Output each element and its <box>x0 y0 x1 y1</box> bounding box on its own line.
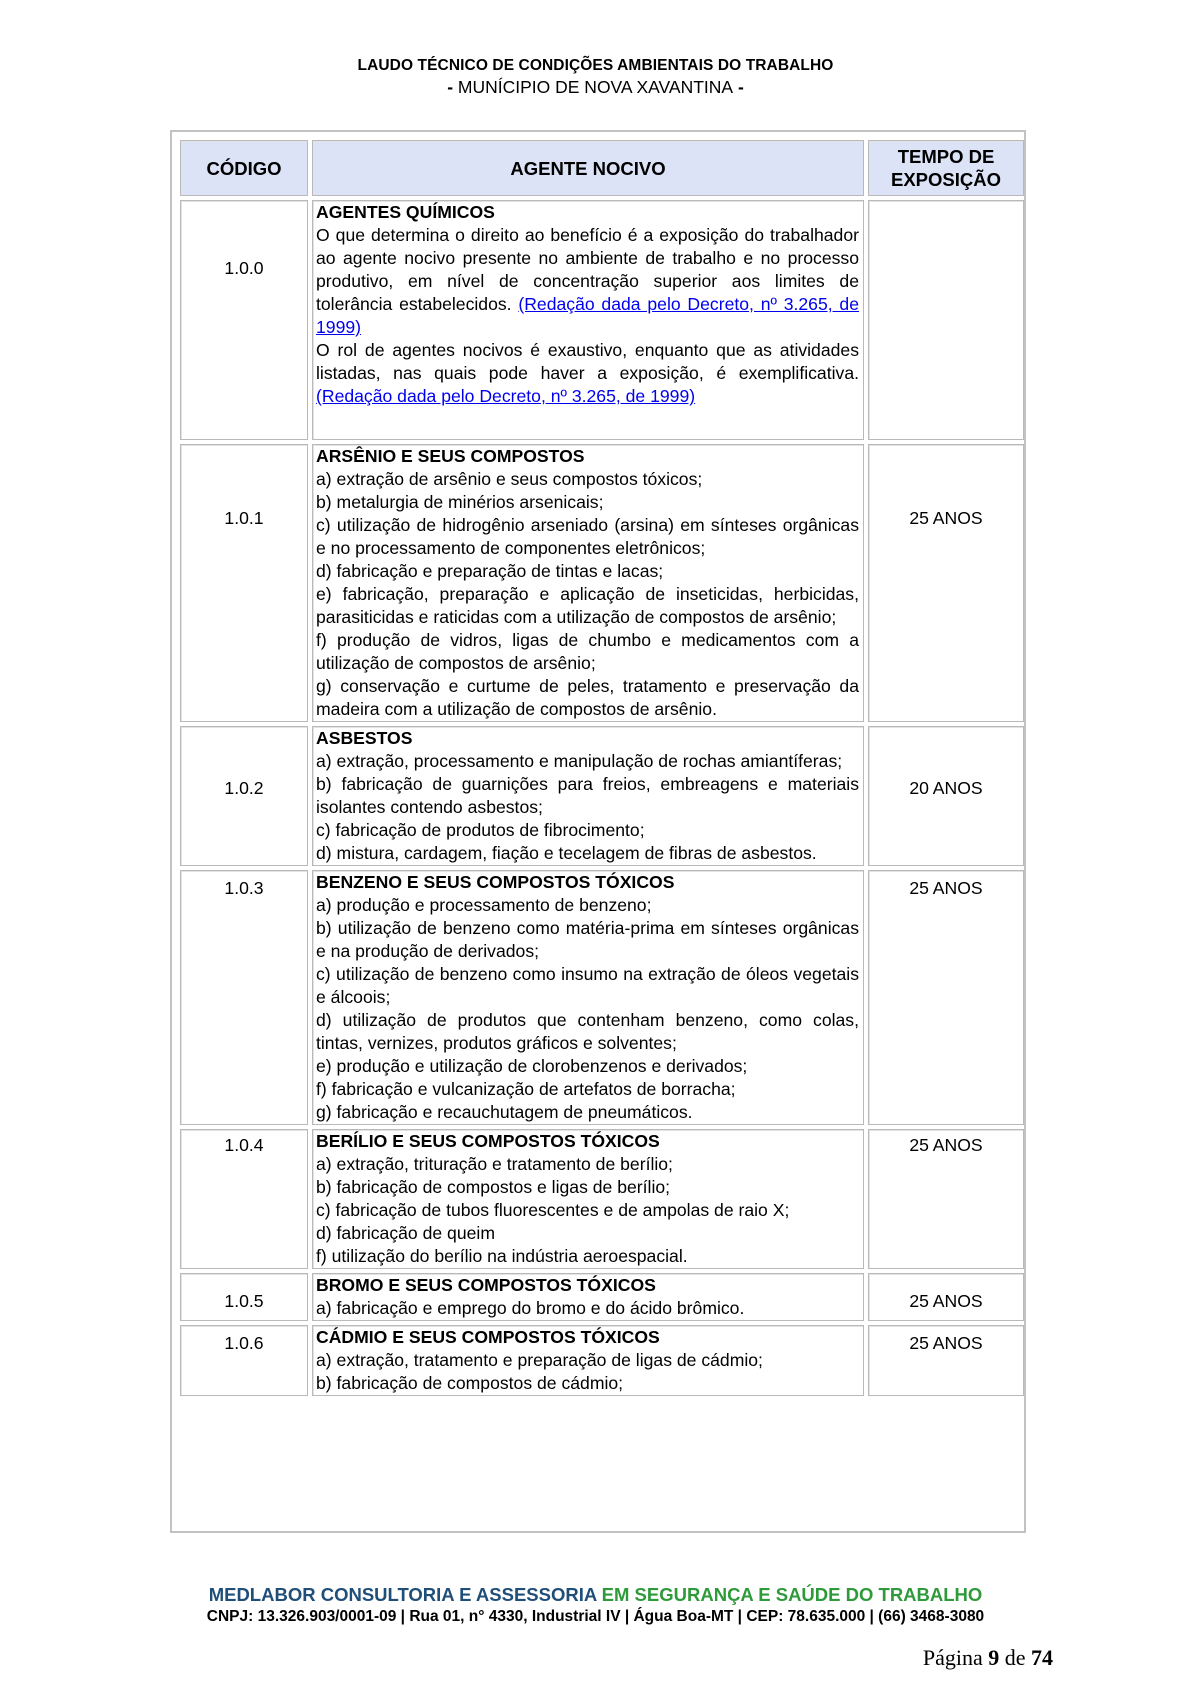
table-row <box>180 1129 1024 1269</box>
agent-title: BENZENO E SEUS COMPOSTOS TÓXICOS <box>316 872 675 892</box>
row-code: 1.0.4 <box>180 1129 308 1269</box>
row-agent <box>312 1129 864 1269</box>
agent-item: c) utilização de benzeno como insumo na extração de óleos vegetais e álcoois; <box>316 964 859 1007</box>
column-header-agent: AGENTE NOCIVO <box>312 140 864 196</box>
document-title: LAUDO TÉCNICO DE CONDIÇÕES AMBIENTAIS DO TRABALHO <box>357 57 834 74</box>
page-prefix: Página <box>922 1645 989 1670</box>
table-body <box>180 200 1024 1396</box>
agent-paragraph <box>316 339 859 408</box>
agents-table <box>176 136 1028 1400</box>
row-agent <box>312 1273 864 1321</box>
paragraph-text: O que determina o direito ao benefício é a exposição do trabalhador ao agente nocivo presente no ambiente de trabalho e no processo produtivo, em nível de concentração superior aos limites de tolerância estabelecidos. <box>316 225 859 314</box>
agent-item: a) extração, processamento e manipulação de rochas amiantíferas; <box>316 751 843 771</box>
row-time: 20 ANOS <box>868 726 1024 866</box>
agent-item: d) fabricação de queim <box>316 1223 495 1243</box>
agent-item: g) conservação e curtume de peles, tratamento e preservação da madeira com a utilização de compostos de arsênio. <box>316 676 859 719</box>
row-code: 1.0.2 <box>180 726 308 866</box>
agent-item: c) utilização de hidrogênio arseniado (arsina) em sínteses orgânicas e no processamento de componentes eletrônicos; <box>316 515 859 558</box>
page-total: 74 <box>1031 1645 1053 1670</box>
row-agent <box>312 1325 864 1396</box>
page-header <box>0 56 1191 98</box>
row-agent <box>312 444 864 722</box>
row-code: 1.0.1 <box>180 444 308 722</box>
agent-item: a) fabricação e emprego do bromo e do ácido brômico. <box>316 1298 745 1318</box>
agent-item: a) extração, tratamento e preparação de ligas de cádmio; <box>316 1350 763 1370</box>
company-name <box>0 1583 1191 1607</box>
agent-title: BERÍLIO E SEUS COMPOSTOS TÓXICOS <box>316 1131 660 1151</box>
agent-item: b) metalurgia de minérios arsenicais; <box>316 492 604 512</box>
row-code: 1.0.0 <box>180 200 308 440</box>
row-code: 1.0.3 <box>180 870 308 1125</box>
decree-link[interactable]: (Redação dada pelo Decreto, nº 3.265, de 1999) <box>316 386 696 406</box>
agent-title: CÁDMIO E SEUS COMPOSTOS TÓXICOS <box>316 1327 660 1347</box>
row-time: 25 ANOS <box>868 1129 1024 1269</box>
row-time: 25 ANOS <box>868 444 1024 722</box>
agent-item: e) fabricação, preparação e aplicação de inseticidas, herbicidas, parasiticidas e raticidas com a utilização de compostos de arsênio; <box>316 584 859 627</box>
table-row <box>180 1325 1024 1396</box>
row-agent <box>312 200 864 440</box>
table-header-row <box>180 140 1024 196</box>
row-agent <box>312 870 864 1125</box>
company-name-part2: EM SEGURANÇA E SAÚDE DO TRABALHO <box>601 1584 983 1605</box>
company-name-part1: MEDLABOR CONSULTORIA E ASSESSORIA <box>208 1584 602 1605</box>
row-time: 25 ANOS <box>868 870 1024 1125</box>
table-row <box>180 444 1024 722</box>
agent-item: b) fabricação de compostos e ligas de berílio; <box>316 1177 671 1197</box>
document-subtitle <box>0 76 1191 98</box>
table-row <box>180 1273 1024 1321</box>
agent-item: b) utilização de benzeno como matéria-prima em sínteses orgânicas e na produção de derivados; <box>316 918 859 961</box>
agent-item: a) extração de arsênio e seus compostos tóxicos; <box>316 469 703 489</box>
table-row <box>180 200 1024 440</box>
row-code: 1.0.6 <box>180 1325 308 1396</box>
table-row <box>180 726 1024 866</box>
agent-item: b) fabricação de compostos de cádmio; <box>316 1373 624 1393</box>
agent-item: d) mistura, cardagem, fiação e tecelagem de fibras de asbestos. <box>316 843 817 863</box>
agent-item: g) fabricação e recauchutagem de pneumáticos. <box>316 1102 693 1122</box>
row-agent <box>312 726 864 866</box>
agent-title: ASBESTOS <box>316 728 413 748</box>
agent-item: f) utilização do berílio na indústria aeroespacial. <box>316 1246 688 1266</box>
agents-table-frame <box>170 130 1026 1533</box>
row-time: 25 ANOS <box>868 1325 1024 1396</box>
subtitle-dash-left: - <box>447 77 458 97</box>
agent-item: b) fabricação de guarnições para freios, embreagens e materiais isolantes contendo asbestos; <box>316 774 859 817</box>
agent-item: c) fabricação de tubos fluorescentes e de ampolas de raio X; <box>316 1200 790 1220</box>
agent-item: d) utilização de produtos que contenham benzeno, como colas, tintas, vernizes, produtos gráficos e solventes; <box>316 1010 859 1053</box>
paragraph-text: O rol de agentes nocivos é exaustivo, enquanto que as atividades listadas, nas quais pode haver a exposição, é exemplificativa. <box>316 340 859 383</box>
decree-link[interactable]: (Redação dada pelo Decreto, nº 3.265, de 1999) <box>316 294 859 337</box>
agent-title: AGENTES QUÍMICOS <box>316 202 495 222</box>
agent-item: e) produção e utilização de clorobenzenos e derivados; <box>316 1056 748 1076</box>
page-current: 9 <box>988 1645 1000 1670</box>
agent-title: BROMO E SEUS COMPOSTOS TÓXICOS <box>316 1275 656 1295</box>
agent-item: a) extração, trituração e tratamento de berílio; <box>316 1154 673 1174</box>
column-header-time: TEMPO DE EXPOSIÇÃO <box>868 140 1024 196</box>
company-address: CNPJ: 13.326.903/0001-09 | Rua 01, n° 4330, Industrial IV | Água Boa-MT | CEP: 78.635.000 | (66) 3468-3080 <box>206 1608 985 1625</box>
row-time: 25 ANOS <box>868 1273 1024 1321</box>
row-time <box>868 200 1024 440</box>
row-code: 1.0.5 <box>180 1273 308 1321</box>
page-footer <box>0 1583 1191 1627</box>
column-header-code: CÓDIGO <box>180 140 308 196</box>
agent-item: f) fabricação e vulcanização de artefatos de borracha; <box>316 1079 736 1099</box>
subtitle-dash-right: - <box>733 77 744 97</box>
page-mid: de <box>999 1645 1031 1670</box>
agent-item: d) fabricação e preparação de tintas e lacas; <box>316 561 664 581</box>
table-row <box>180 870 1024 1125</box>
agent-item: a) produção e processamento de benzeno; <box>316 895 652 915</box>
agent-paragraph <box>316 224 859 339</box>
agent-title: ARSÊNIO E SEUS COMPOSTOS <box>316 446 585 466</box>
agent-item: c) fabricação de produtos de fibrocimento; <box>316 820 645 840</box>
page-number <box>923 1645 1053 1671</box>
agent-item: f) produção de vidros, ligas de chumbo e medicamentos com a utilização de compostos de arsênio; <box>316 630 859 673</box>
municipality-name: MUNÍCIPIO DE NOVA XAVANTINA <box>457 77 734 97</box>
